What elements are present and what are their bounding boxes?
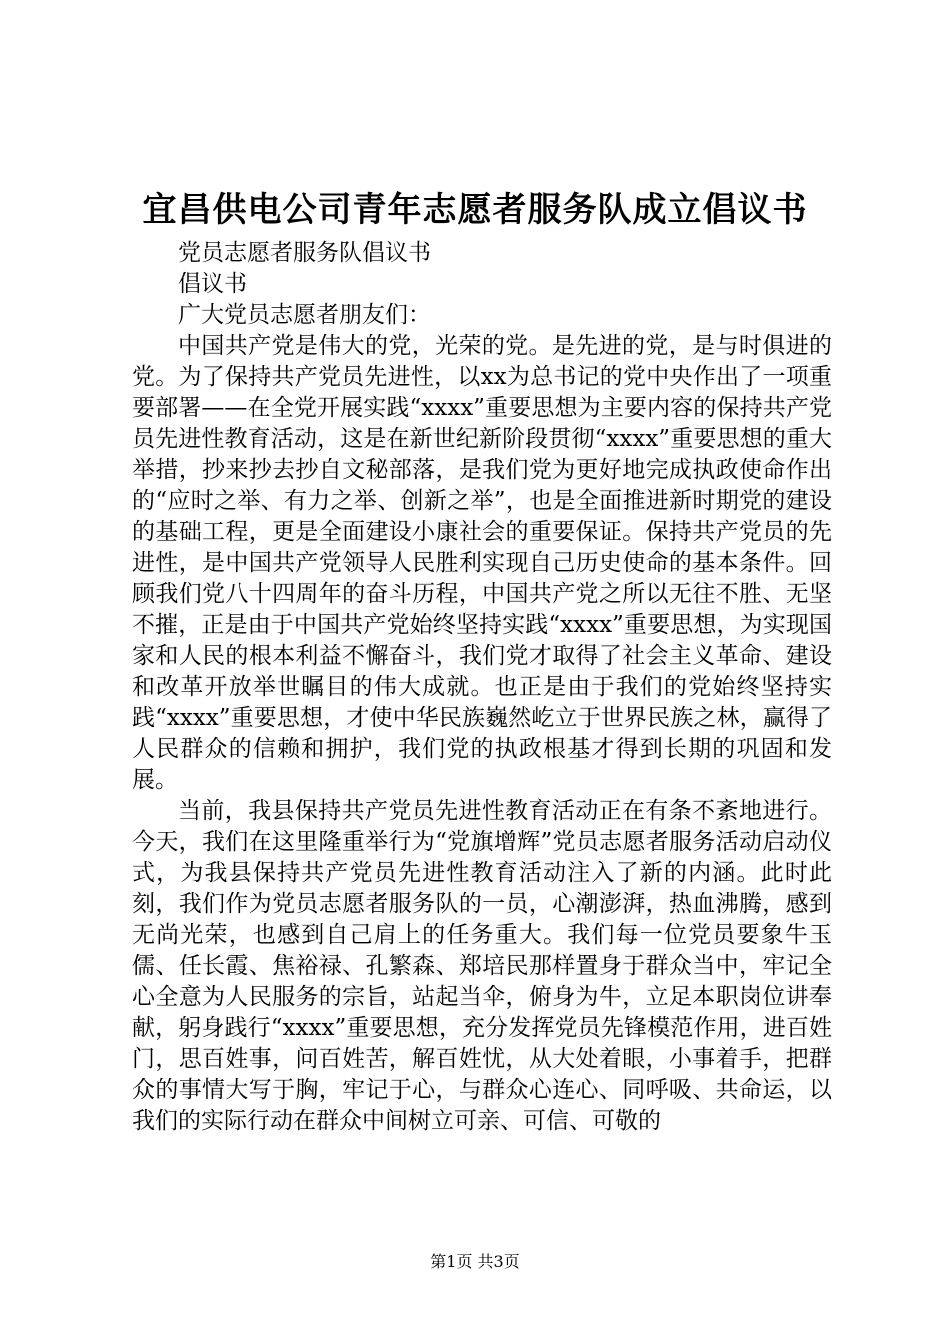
- salutation: 广大党员志愿者朋友们：: [178, 302, 431, 328]
- body-paragraph-2: 当前，我县保持共产党员先进性教育活动正在有条不紊地进行。今天，我们在这里隆重举行为“党旗增辉”党员志愿者服务活动启动仪式，为我县保持共产党员先进性教育活动注入了新的内涵。此时此刻，我们作为党员志愿者服务队的一员，心潮澎湃，热血沸腾，感到无尚光荣，也感到自己肩上的任务重大。我们每一位党员要象牛玉儒、任长霞、焦裕禄、孔繁森、郑培民那样置身于群众当中，牢记全心全意为人民服务的宗旨，站起当伞，俯身为牛，立足本职岗位讲奉献，躬身践行“xxxx”重要思想，充分发挥党员先锋模范作用，进百姓门，思百姓事，问百姓苦，解百姓忧，从大处着眼，小事着手，把群众的事情大写于胸，牢记于心，与群众心连心、同呼吸、共命运，以我们的实际行动在群众中间树立可亲、可信、可敬的: [132, 798, 832, 1134]
- document-subtitle: 党员志愿者服务队倡议书: [178, 240, 431, 266]
- document-heading: 倡议书: [178, 271, 247, 297]
- page-number-footer: 第1页 共3页: [430, 1252, 520, 1271]
- document-body: [132, 238, 832, 1137]
- body-paragraph-1: 中国共产党是伟大的党，光荣的党。是先进的党，是与时俱进的党。为了保持共产党员先进性，以xx为总书记的党中央作出了一项重要部署——在全党开展实践“xxxx”重要思想为主要内容的保持共产党员先进性教育活动，这是在新世纪新阶段贯彻“xxxx”重要思想的重大举措，抄来抄去抄自文秘部落，是我们党为更好地完成执政使命作出的“应时之举、有力之举、创新之举”，也是全面推进新时期党的建设的基础工程，更是全面建设小康社会的重要保证。保持共产党员的先进性，是中国共产党领导人民胜利实现自己历史使命的基本条件。回顾我们党八十四周年的奋斗历程，中国共产党之所以无往不胜、无坚不摧，正是由于中国共产党始终坚持实践“xxxx”重要思想，为实现国家和人民的根本利益不懈奋斗，我们党才取得了社会主义革命、建设和改革开放举世瞩目的伟大成就。也正是由于我们的党始终坚持实践“xxxx”重要思想，才使中华民族巍然屹立于世界民族之林，赢得了人民群众的信赖和拥护，我们党的执政根基才得到长期的巩固和发展。: [132, 333, 832, 793]
- document-title: 宜昌供电公司青年志愿者服务队成立倡议书: [142, 190, 808, 230]
